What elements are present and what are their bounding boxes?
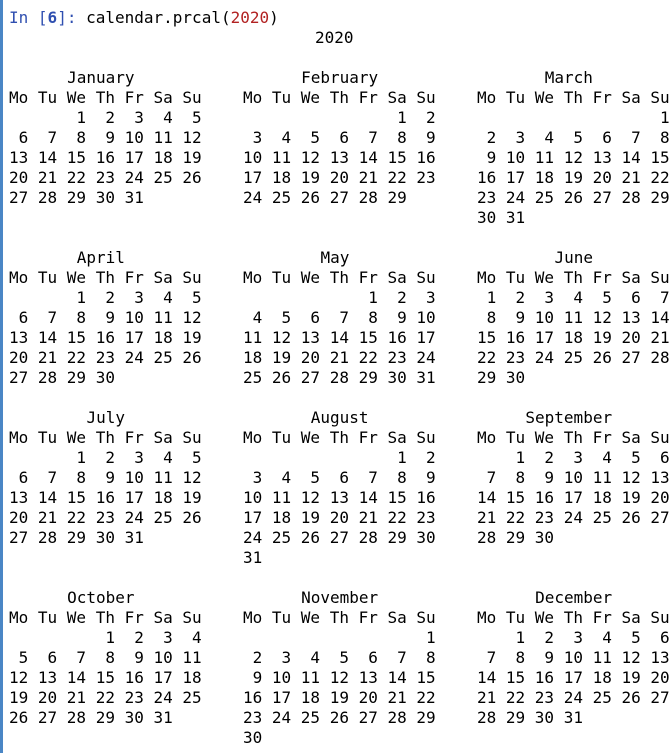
week-row: 30 31: [477, 208, 526, 227]
week-row: 25 26 27 28 29 30 31: [243, 368, 436, 387]
week-row: 20 21 22 23 24 25 26: [9, 168, 202, 187]
week-row: 6 7 8 9 10 11 12: [9, 308, 202, 327]
week-row: 5 6 7 8 9 10 11: [9, 648, 202, 667]
week-row: 3 4 5 6 7 8 9: [243, 128, 436, 147]
weekday-header: Mo Tu We Th Fr Sa Su: [9, 268, 202, 287]
week-row: 1 2 3: [243, 288, 436, 307]
week-row: 17 18 19 20 21 22 23: [243, 168, 436, 187]
week-row: 14 15 16 17 18 19 20: [477, 668, 670, 687]
week-row: 18 19 20 21 22 23 24: [243, 348, 436, 367]
week-row: 20 21 22 23 24 25 26: [9, 348, 202, 367]
week-row: 1 2: [243, 448, 436, 467]
week-row: 4 5 6 7 8 9 10: [243, 308, 436, 327]
week-row: 8 9 10 11 12 13 14: [477, 308, 670, 327]
week-row: 2 3 4 5 6 7 8: [477, 128, 670, 147]
week-row: 1 2 3 4 5 6: [477, 628, 670, 647]
month-name: December: [535, 588, 613, 607]
prompt-bracket-close: ]:: [57, 8, 87, 27]
week-row: 1 2: [243, 108, 436, 127]
week-row: 1 2 3 4 5: [9, 108, 202, 127]
week-row: 1: [477, 108, 670, 127]
week-row: 17 18 19 20 21 22 23: [243, 508, 436, 527]
week-row: 13 14 15 16 17 18 19: [9, 488, 202, 507]
week-row: 24 25 26 27 28 29 30: [243, 528, 436, 547]
prompt-bracket-open: [: [37, 8, 48, 27]
week-row: 10 11 12 13 14 15 16: [243, 488, 436, 507]
week-row: 3 4 5 6 7 8 9: [243, 468, 436, 487]
code-close-paren: ): [269, 8, 279, 27]
week-row: 27 28 29 30 31: [9, 188, 144, 207]
weekday-header: Mo Tu We Th Fr Sa Su: [477, 608, 670, 627]
weekday-header: Mo Tu We Th Fr Sa Su: [477, 428, 670, 447]
calendar-year: 2020: [315, 28, 354, 47]
month-name: January: [67, 68, 135, 87]
month-name: March: [544, 68, 593, 87]
weekday-header: Mo Tu We Th Fr Sa Su: [477, 88, 670, 107]
week-row: 20 21 22 23 24 25 26: [9, 508, 202, 527]
week-row: 1 2 3 4 5 6: [477, 448, 670, 467]
week-row: 1 2 3 4 5 6 7: [477, 288, 670, 307]
week-row: 21 22 23 24 25 26 27: [477, 688, 670, 707]
week-row: 23 24 25 26 27 28 29: [243, 708, 436, 727]
week-row: 19 20 21 22 23 24 25: [9, 688, 202, 707]
week-row: 30: [243, 728, 263, 747]
input-prompt-label: In: [9, 8, 38, 27]
week-row: 14 15 16 17 18 19 20: [477, 488, 670, 507]
week-row: 13 14 15 16 17 18 19: [9, 328, 202, 347]
month-name: June: [554, 248, 593, 267]
weekday-header: Mo Tu We Th Fr Sa Su: [477, 268, 670, 287]
month-name: July: [86, 408, 125, 427]
weekday-header: Mo Tu We Th Fr Sa Su: [9, 608, 202, 627]
week-row: 12 13 14 15 16 17 18: [9, 668, 202, 687]
input-line[interactable]: [9, 8, 279, 28]
week-row: 1 2 3 4: [9, 628, 202, 647]
week-row: 15 16 17 18 19 20 21: [477, 328, 670, 347]
week-row: 1 2 3 4 5: [9, 448, 202, 467]
week-row: 9 10 11 12 13 14 15: [477, 148, 670, 167]
week-row: 6 7 8 9 10 11 12: [9, 468, 202, 487]
week-row: 16 17 18 19 20 21 22: [243, 688, 436, 707]
week-row: 1 2 3 4 5: [9, 288, 202, 307]
week-row: 29 30: [477, 368, 526, 387]
week-row: 9 10 11 12 13 14 15: [243, 668, 436, 687]
week-row: 1: [243, 628, 436, 647]
weekday-header: Mo Tu We Th Fr Sa Su: [9, 88, 202, 107]
execution-count: 6: [47, 8, 58, 27]
month-name: October: [67, 588, 135, 607]
week-row: 16 17 18 19 20 21 22: [477, 168, 670, 187]
weekday-header: Mo Tu We Th Fr Sa Su: [243, 428, 436, 447]
weekday-header: Mo Tu We Th Fr Sa Su: [243, 88, 436, 107]
weekday-header: Mo Tu We Th Fr Sa Su: [243, 608, 436, 627]
week-row: 10 11 12 13 14 15 16: [243, 148, 436, 167]
code-call: calendar.prcal(: [86, 8, 231, 27]
week-row: 24 25 26 27 28 29: [243, 188, 407, 207]
week-row: 27 28 29 30: [9, 368, 115, 387]
week-row: 2 3 4 5 6 7 8: [243, 648, 436, 667]
weekday-header: Mo Tu We Th Fr Sa Su: [9, 428, 202, 447]
week-row: 28 29 30 31: [477, 708, 583, 727]
month-name: February: [301, 68, 379, 87]
week-row: 23 24 25 26 27 28 29: [477, 188, 670, 207]
weekday-header: Mo Tu We Th Fr Sa Su: [243, 268, 436, 287]
month-name: September: [525, 408, 613, 427]
month-name: May: [320, 248, 350, 267]
week-row: 13 14 15 16 17 18 19: [9, 148, 202, 167]
month-name: April: [76, 248, 125, 267]
month-name: November: [301, 588, 379, 607]
week-row: 26 27 28 29 30 31: [9, 708, 173, 727]
week-row: 7 8 9 10 11 12 13: [477, 648, 670, 667]
week-row: 7 8 9 10 11 12 13: [477, 468, 670, 487]
week-row: 11 12 13 14 15 16 17: [243, 328, 436, 347]
week-row: 6 7 8 9 10 11 12: [9, 128, 202, 147]
week-row: 22 23 24 25 26 27 28: [477, 348, 670, 367]
week-row: 27 28 29 30 31: [9, 528, 144, 547]
code-argument: 2020: [230, 8, 270, 27]
month-name: August: [310, 408, 369, 427]
week-row: 28 29 30: [477, 528, 555, 547]
week-row: 31: [243, 548, 263, 567]
week-row: 21 22 23 24 25 26 27: [477, 508, 670, 527]
